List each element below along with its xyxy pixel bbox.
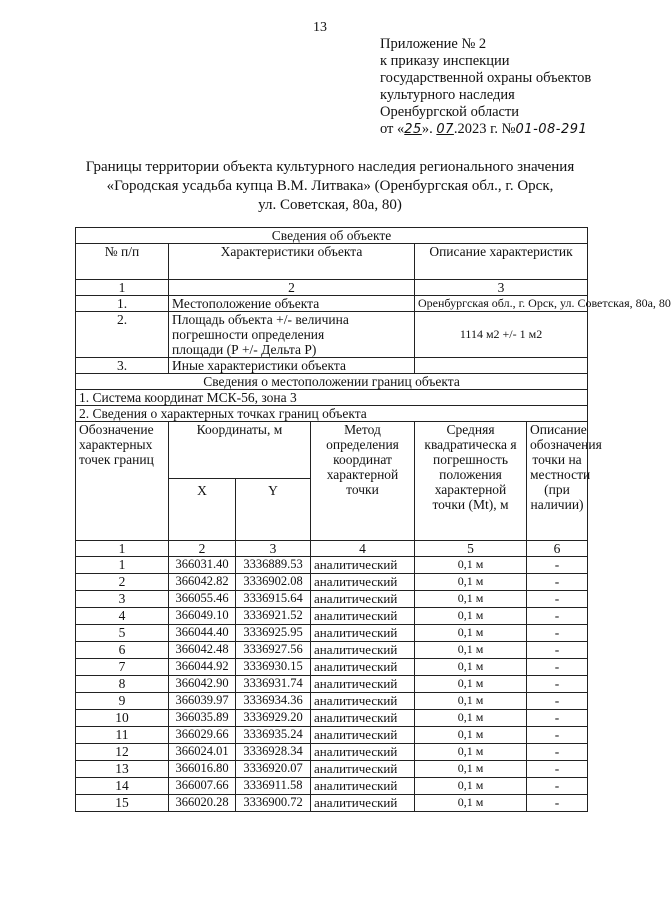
table-row xyxy=(76,744,588,761)
point-x: 366049.10 xyxy=(169,608,236,625)
point-number: 10 xyxy=(76,710,169,727)
point-y: 3336925.95 xyxy=(236,625,311,642)
point-number: 14 xyxy=(76,778,169,795)
point-number: 9 xyxy=(76,693,169,710)
point-method: аналитический xyxy=(311,693,415,710)
appendix-header xyxy=(380,36,591,138)
point-method: аналитический xyxy=(311,795,415,812)
point-method: аналитический xyxy=(311,676,415,693)
header-marking: Описание обозначения точки на местности (при наличии) xyxy=(527,422,588,541)
table-row xyxy=(76,761,588,778)
header-method: Метод определения координат характерной точки xyxy=(311,422,415,541)
point-error: 0,1 м xyxy=(415,659,527,676)
table-row xyxy=(76,676,588,693)
point-y: 3336931.74 xyxy=(236,676,311,693)
point-y: 3336889.53 xyxy=(236,557,311,574)
point-mark: - xyxy=(527,744,588,761)
header-designation: Обозначение характерных точек границ xyxy=(76,422,169,541)
point-x: 366029.66 xyxy=(169,727,236,744)
point-y: 3336920.07 xyxy=(236,761,311,778)
point-mark: - xyxy=(527,795,588,812)
point-mark: - xyxy=(527,642,588,659)
header-num: № п/п xyxy=(76,244,169,280)
point-error: 0,1 м xyxy=(415,557,527,574)
point-method: аналитический xyxy=(311,642,415,659)
point-y: 3336900.72 xyxy=(236,795,311,812)
header-description: Описание характеристик xyxy=(415,244,588,280)
date-day: 25 xyxy=(404,122,422,137)
table-row xyxy=(76,574,588,591)
point-number: 12 xyxy=(76,744,169,761)
table-row xyxy=(76,591,588,608)
point-method: аналитический xyxy=(311,744,415,761)
coord-system: 1. Система координат МСК-56, зона 3 xyxy=(76,390,588,406)
date-mid: ». xyxy=(421,121,437,137)
point-x: 366042.90 xyxy=(169,676,236,693)
point-mark: - xyxy=(527,659,588,676)
table-row: 2. Площадь объекта +/- величина погрешности определения площади (Р +/- Дельта Р) 1114 м2 +/- 1 м2 xyxy=(76,312,588,358)
appendix-line: государственной охраны объектов xyxy=(380,70,592,86)
point-method: аналитический xyxy=(311,591,415,608)
appendix-date-line xyxy=(380,121,591,138)
date-prefix: от « xyxy=(380,121,405,137)
point-mark: - xyxy=(527,761,588,778)
point-error: 0,1 м xyxy=(415,778,527,795)
point-number: 3 xyxy=(76,591,169,608)
point-error: 0,1 м xyxy=(415,710,527,727)
point-error: 0,1 м xyxy=(415,591,527,608)
header-characteristics: Характеристики объекта xyxy=(169,244,415,280)
point-number: 4 xyxy=(76,608,169,625)
point-x: 366024.01 xyxy=(169,744,236,761)
point-number: 11 xyxy=(76,727,169,744)
point-x: 366044.92 xyxy=(169,659,236,676)
index-cell: 3 xyxy=(415,280,588,296)
point-mark: - xyxy=(527,608,588,625)
point-error: 0,1 м xyxy=(415,761,527,778)
table-row xyxy=(76,710,588,727)
point-error: 0,1 м xyxy=(415,574,527,591)
order-number: 01-08-291 xyxy=(515,122,588,137)
point-mark: - xyxy=(527,693,588,710)
point-x: 366055.46 xyxy=(169,591,236,608)
appendix-line: Приложение № 2 xyxy=(380,36,487,52)
table-row xyxy=(76,795,588,812)
point-y: 3336930.15 xyxy=(236,659,311,676)
point-error: 0,1 м xyxy=(415,642,527,659)
boundaries-table xyxy=(75,227,671,812)
point-mark: - xyxy=(527,625,588,642)
point-error: 0,1 м xyxy=(415,727,527,744)
point-method: аналитический xyxy=(311,608,415,625)
point-x: 366020.28 xyxy=(169,795,236,812)
date-year: .2023 г. № xyxy=(453,121,516,137)
point-method: аналитический xyxy=(311,761,415,778)
header-y: Y xyxy=(236,479,311,541)
point-x: 366042.48 xyxy=(169,642,236,659)
table-row: 3. Иные характеристики объекта xyxy=(76,358,588,374)
points-title: 2. Сведения о характерных точках границ объекта xyxy=(76,406,588,422)
point-number: 15 xyxy=(76,795,169,812)
point-method: аналитический xyxy=(311,710,415,727)
point-number: 2 xyxy=(76,574,169,591)
point-mark: - xyxy=(527,710,588,727)
index-cell: 6 xyxy=(527,541,588,557)
point-y: 3336911.58 xyxy=(236,778,311,795)
point-mark: - xyxy=(527,591,588,608)
table-row xyxy=(76,659,588,676)
header-error: Средняя квадратическа я погрешность положения характерной точки (Mt), м xyxy=(415,422,527,541)
page-number: 13 xyxy=(313,20,327,35)
point-mark: - xyxy=(527,557,588,574)
point-x: 366039.97 xyxy=(169,693,236,710)
point-error: 0,1 м xyxy=(415,744,527,761)
point-y: 3336935.24 xyxy=(236,727,311,744)
point-error: 0,1 м xyxy=(415,676,527,693)
point-y: 3336934.36 xyxy=(236,693,311,710)
point-method: аналитический xyxy=(311,574,415,591)
points-table-body xyxy=(76,557,588,812)
index-cell: 5 xyxy=(415,541,527,557)
point-x: 366042.82 xyxy=(169,574,236,591)
point-mark: - xyxy=(527,676,588,693)
point-method: аналитический xyxy=(311,778,415,795)
point-number: 6 xyxy=(76,642,169,659)
table-row xyxy=(76,608,588,625)
point-y: 3336921.52 xyxy=(236,608,311,625)
point-y: 3336928.34 xyxy=(236,744,311,761)
title-line: ул. Советская, 80а, 80) xyxy=(258,197,402,213)
date-month: 07 xyxy=(436,122,454,137)
point-y: 3336927.56 xyxy=(236,642,311,659)
point-y: 3336929.20 xyxy=(236,710,311,727)
point-method: аналитический xyxy=(311,557,415,574)
index-cell: 3 xyxy=(236,541,311,557)
point-error: 0,1 м xyxy=(415,693,527,710)
point-mark: - xyxy=(527,778,588,795)
table-row xyxy=(76,727,588,744)
table-row xyxy=(76,625,588,642)
index-cell: 1 xyxy=(76,280,169,296)
index-cell: 2 xyxy=(169,541,236,557)
section-object-info: Сведения об объекте xyxy=(76,228,588,244)
point-y: 3336915.64 xyxy=(236,591,311,608)
point-x: 366031.40 xyxy=(169,557,236,574)
point-number: 5 xyxy=(76,625,169,642)
point-mark: - xyxy=(527,727,588,744)
point-y: 3336902.08 xyxy=(236,574,311,591)
point-x: 366044.40 xyxy=(169,625,236,642)
point-method: аналитический xyxy=(311,727,415,744)
appendix-line: Оренбургской области xyxy=(380,104,520,120)
index-cell: 2 xyxy=(169,280,415,296)
index-cell: 4 xyxy=(311,541,415,557)
point-number: 13 xyxy=(76,761,169,778)
table-row xyxy=(76,778,588,795)
appendix-line: к приказу инспекции xyxy=(380,53,510,69)
point-number: 7 xyxy=(76,659,169,676)
appendix-line: культурного наследия xyxy=(380,87,515,103)
point-x: 366007.66 xyxy=(169,778,236,795)
point-error: 0,1 м xyxy=(415,625,527,642)
point-x: 366016.80 xyxy=(169,761,236,778)
point-number: 1 xyxy=(76,557,169,574)
table-row: 1. Местоположение объекта Оренбургская обл., г. Орск, ул. Советская, 80а, 80 xyxy=(76,296,588,312)
title-line: «Городская усадьба купца В.М. Литвака» (Оренбургская обл., г. Орск, xyxy=(106,178,554,194)
point-x: 366035.89 xyxy=(169,710,236,727)
header-coordinates: Координаты, м xyxy=(169,422,311,479)
index-cell: 1 xyxy=(76,541,169,557)
point-error: 0,1 м xyxy=(415,795,527,812)
point-error: 0,1 м xyxy=(415,608,527,625)
section-boundary-info: Сведения о местоположении границ объекта xyxy=(76,374,588,390)
point-method: аналитический xyxy=(311,659,415,676)
table-row xyxy=(76,557,588,574)
table-row xyxy=(76,693,588,710)
table-row xyxy=(76,642,588,659)
point-number: 8 xyxy=(76,676,169,693)
document-title xyxy=(60,158,600,215)
point-mark: - xyxy=(527,574,588,591)
header-x: X xyxy=(169,479,236,541)
title-line: Границы территории объекта культурного наследия регионального значения xyxy=(85,159,575,175)
point-method: аналитический xyxy=(311,625,415,642)
